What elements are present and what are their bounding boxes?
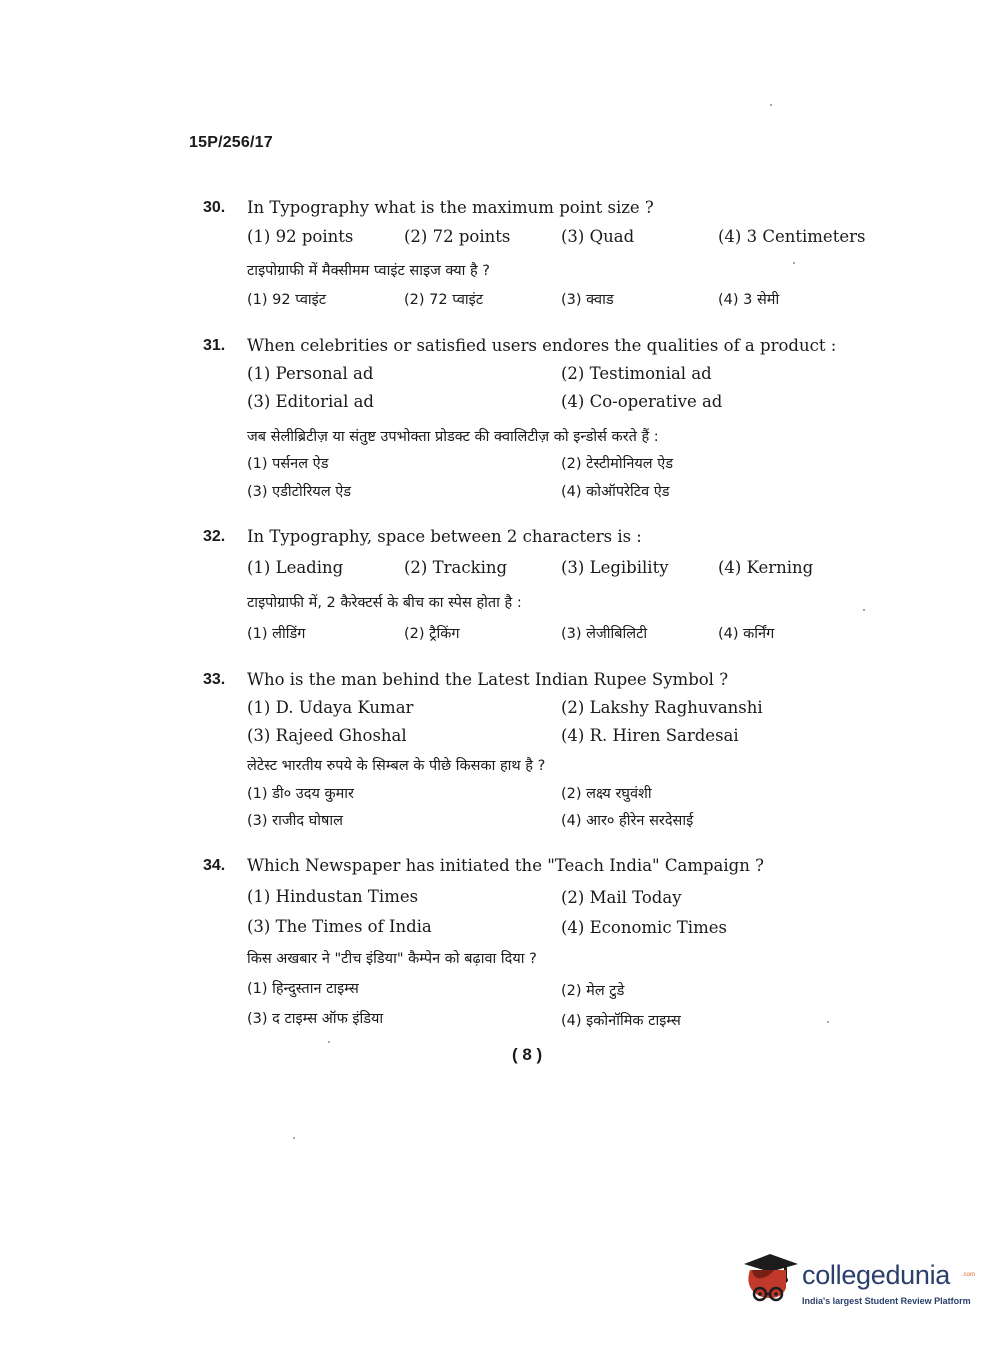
- question-text-hi: जब सेलीब्रिटीज़ या संतुष्ट उपभोक्ता प्रोडक्ट की क्वालिटीज़ को इन्डोर्स करते हैं :: [247, 429, 659, 445]
- question-text-en: Which Newspaper has initiated the "Teach India" Campaign ?: [247, 856, 764, 875]
- scan-speck: [827, 1021, 829, 1023]
- option-en: (3) The Times of India: [247, 917, 432, 936]
- option-en: (1) Hindustan Times: [247, 887, 419, 906]
- option-en: (4) Kerning: [718, 558, 814, 577]
- option-hi: (1) डी० उदय कुमार: [247, 786, 354, 802]
- question-text-en: When celebrities or satisfied users endores the qualities of a product :: [247, 336, 837, 355]
- question-text-hi: लेटेस्ट भारतीय रुपये के सिम्बल के पीछे किसका हाथ है ?: [247, 758, 546, 774]
- page-code: 15P/256/17: [189, 134, 273, 151]
- page-number: ( 8 ): [512, 1045, 543, 1064]
- option-en: (4) R. Hiren Sardesai: [561, 726, 739, 745]
- option-hi: (3) एडीटोरियल ऐड: [247, 484, 352, 500]
- option-hi: (1) हिन्दुस्तान टाइम्स: [247, 981, 359, 997]
- scan-speck: [328, 1041, 330, 1043]
- option-hi: (4) इकोनॉमिक टाइम्स: [561, 1013, 681, 1029]
- option-hi: (3) लेजीबिलिटी: [561, 626, 648, 642]
- scan-speck: [770, 104, 772, 106]
- question-text-hi: किस अखबार ने "टीच इंडिया" कैम्पेन को बढ़ावा दिया ?: [247, 951, 537, 967]
- option-hi: (3) द टाइम्स ऑफ इंडिया: [247, 1011, 384, 1027]
- option-hi: (2) मेल टुडे: [561, 983, 625, 999]
- option-en: (2) Testimonial ad: [561, 364, 712, 383]
- option-hi: (1) लीडिंग: [247, 626, 306, 642]
- option-en: (3) Quad: [561, 227, 635, 246]
- logo-suffix: .com: [962, 1272, 976, 1278]
- collegedunia-logo[interactable]: [740, 1250, 980, 1320]
- option-en: (1) Leading: [247, 558, 344, 577]
- question-number: 32.: [203, 528, 226, 545]
- option-hi: (3) राजीद घोषाल: [247, 813, 343, 829]
- question-text-hi: टाइपोग्राफी में, 2 कैरेक्टर्स के बीच का स्पेस होता है :: [247, 595, 522, 611]
- option-en: (4) 3 Centimeters: [718, 227, 866, 246]
- logo-wordmark: collegedunia: [802, 1260, 951, 1290]
- scan-speck: [293, 1137, 295, 1139]
- option-en: (4) Economic Times: [561, 918, 727, 937]
- scan-speck: [863, 609, 865, 611]
- option-hi: (3) क्वाड: [561, 292, 614, 308]
- option-en: (1) Personal ad: [247, 364, 374, 383]
- option-en: (2) Mail Today: [561, 888, 682, 907]
- option-hi: (2) ट्रैकिंग: [404, 626, 460, 642]
- question-text-en: In Typography, space between 2 characters is :: [247, 527, 642, 546]
- option-hi: (2) लक्ष्य रघुवंशी: [561, 786, 652, 802]
- option-hi: (2) 72 प्वाइंट: [404, 292, 484, 308]
- option-hi: (4) 3 सेमी: [718, 292, 780, 308]
- option-en: (4) Co-operative ad: [561, 392, 723, 411]
- option-en: (1) 92 points: [247, 227, 354, 246]
- mascot-icon: [740, 1250, 800, 1312]
- option-en: (3) Legibility: [561, 558, 669, 577]
- option-hi: (1) 92 प्वाइंट: [247, 292, 327, 308]
- question-text-en: Who is the man behind the Latest Indian Rupee Symbol ?: [247, 670, 729, 689]
- option-en: (3) Rajeed Ghoshal: [247, 726, 407, 745]
- option-en: (2) Tracking: [404, 558, 508, 577]
- option-hi: (4) कर्निंग: [718, 626, 775, 642]
- option-en: (2) 72 points: [404, 227, 511, 246]
- scan-speck: [793, 262, 795, 264]
- question-text-hi: टाइपोग्राफी में मैक्सीमम प्वाइंट साइज क्या है ?: [247, 263, 490, 279]
- question-number: 33.: [203, 671, 226, 688]
- option-en: (1) D. Udaya Kumar: [247, 698, 414, 717]
- option-hi: (2) टेस्टीमोनियल ऐड: [561, 456, 674, 472]
- question-number: 31.: [203, 337, 226, 354]
- option-en: (2) Lakshy Raghuvanshi: [561, 698, 763, 717]
- option-en: (3) Editorial ad: [247, 392, 374, 411]
- question-text-en: In Typography what is the maximum point size ?: [247, 198, 654, 217]
- option-hi: (1) पर्सनल ऐड: [247, 456, 329, 472]
- question-number: 34.: [203, 857, 226, 874]
- option-hi: (4) कोऑपरेटिव ऐड: [561, 484, 670, 500]
- logo-tagline: India's largest Student Review Platform: [802, 1296, 971, 1306]
- option-hi: (4) आर० हीरेन सरदेसाई: [561, 813, 694, 829]
- question-number: 30.: [203, 199, 226, 216]
